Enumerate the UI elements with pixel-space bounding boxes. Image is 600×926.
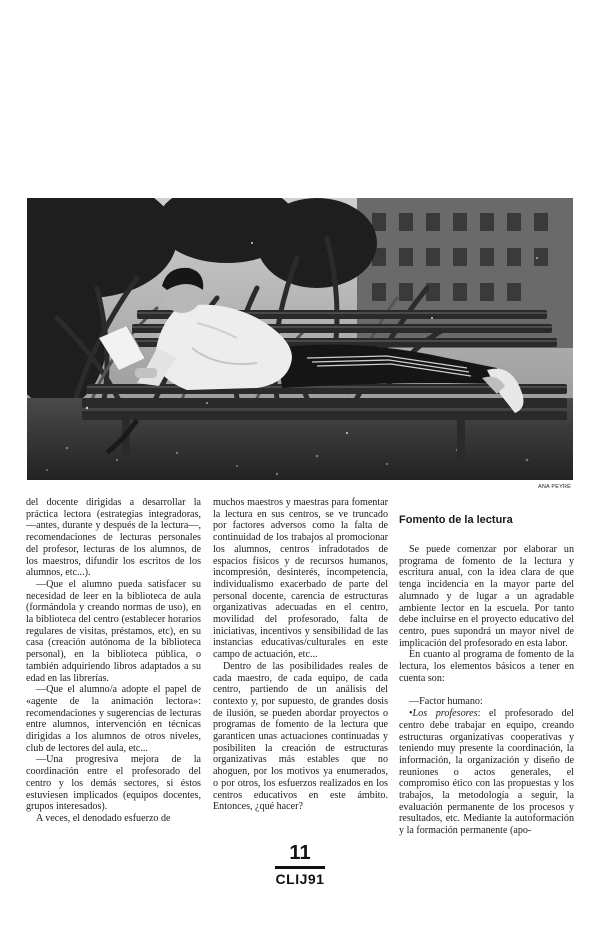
page-number: 11 <box>289 842 311 864</box>
column-2 <box>213 497 388 813</box>
list-heading: —Factor humano: <box>409 696 483 708</box>
paragraph: Dentro de las posibilidades reales de cada maestro, de cada equipo, de cada centro, partiendo de un análisis del contexto y, por supuesto, de grandes dosis de ilusión, se pueden abordar proyectos o programas de fomento de la lectura que garanticen unas actuaciones continuadas y posibiliten la creación de estructuras organizativas más estables que no ahoguen, por los motivos ya enumerados, o por otros, los esfuerzos realizados en los centros educativos en este ámbito. Entonces, ¿qué hacer? <box>213 660 388 813</box>
column-3 <box>399 497 574 837</box>
paragraph: —Una progresiva mejora de la coordinación entre el profesorado del centro y los demás sectores, si éstos estuviesen implicados (equipos docentes, grupos interesados). <box>26 754 201 813</box>
photo <box>27 198 573 480</box>
paragraph-text: : el profesorado del centro debe trabajar en equipo, creando estructuras organizativas cooperativas y teniendo muy presente la coordinación, la información, la organización y diseño de reuniones o actos generales, el compromiso ético con las propuestas y los trabajos, la metodología a seguir, la evaluación permanente de los procesos y resultados, etc. Mediante la autoformación y la formación permanente (apo- <box>399 708 574 837</box>
bullet: • <box>409 708 413 720</box>
paragraph: muchos maestros y maestras para fomentar la lectura en sus centros, se ve truncado por factores adversos como la falta de continuidad de los trabajos al promocionar los alumnos, centros infradotados de espacios físicos y de recursos humanos, incompresión, desinterés, incompetencia, individualismo exacerbado de parte del personal docente, carencia de estructuras organizativas adecuadas en el centro, movilidad del profesorado, falta de iniciativas, incentivos y sensibilidad de las instancias educativas/culturales en este campo de actuación, etc... <box>213 497 388 661</box>
paragraph: —Que el alumno pueda satisfacer su necesidad de leer en la biblioteca de aula (formándola y creando normas de uso), en la biblioteca del centro (establecer horarios regulares de visitas, préstamos, etc), en su casa (creación autónoma de la biblioteca personal), en la biblioteca pública, o también adquiriendo libros adaptados a su edad en las librerías. <box>26 578 201 684</box>
column-1 <box>26 497 201 825</box>
reading-boy-photo <box>27 198 573 480</box>
paragraph <box>399 708 574 837</box>
paragraph: —Que el alumno/a adopte el papel de «agente de la animación lectora»: recomendaciones y sugerencias de lecturas entre alumnos, intervención en técnicas dirigidas a los alumnos de otros niveles, club de lectores del aula, etc... <box>26 684 201 754</box>
paragraph: En cuanto al programa de fomento de la lectura, los elementos básicos a tener en cuenta son: <box>399 649 574 684</box>
photo-credit: ANA PEYRÉ <box>538 484 571 490</box>
paragraph: del docente dirigidas a desarrollar la práctica lectora (estrategias integradoras, —antes, durante y después de la lectura—, recomendaciones de lecturas personales del profesor, lecturas de los alumnos, de los maestros, difundir los escritos de los alumnos, etc...). <box>26 497 201 579</box>
journal-name: CLIJ91 <box>275 871 325 887</box>
section-heading: Fomento de la lectura <box>399 514 513 526</box>
footer-rule <box>275 866 325 869</box>
paragraph: Se puede comenzar por elaborar un programa de fomento de la lectura y escritura anual, con la idea clara de que tenga incidencia en la mayor parte del alumnado y de lugar a un agradable ambiente lector en la escuela. Por tanto debe incluirse en el proyecto educativo del centro, pues supondrá un mayor nivel de implicación del profesorado en esta labor. <box>399 544 574 649</box>
paragraph: A veces, el denodado esfuerzo de <box>36 812 171 824</box>
italic-term: Los profesores <box>412 708 478 720</box>
